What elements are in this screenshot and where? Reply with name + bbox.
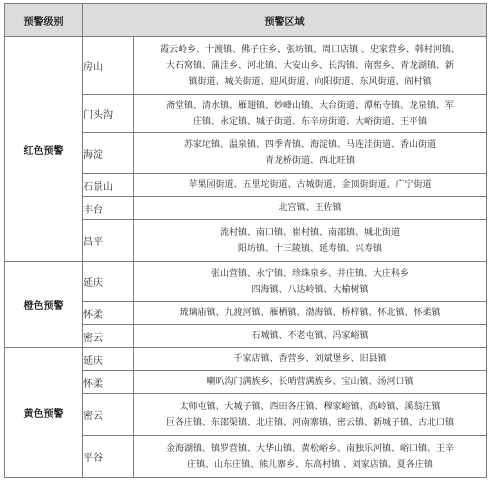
header-alert-level: 预警级别 <box>5 4 83 37</box>
area-list-cell <box>134 95 487 133</box>
area-list-line: 四海镇、八达岭镇、大榆树镇 <box>251 284 369 295</box>
area-list-line: 张山营镇、永宁镇、珍珠泉乡、井庄镇、大庄科乡 <box>210 268 409 279</box>
table-header-row <box>5 4 487 37</box>
table-row <box>5 37 487 95</box>
area-list-line: 霞云岭乡、十渡镇、佛子庄乡、张坊镇、周口店镇 、史家营乡、韩村河镇、 <box>160 44 460 55</box>
district-cell: 怀柔 <box>83 371 134 394</box>
area-list-line: 青龙桥街道、西北旺镇 <box>264 156 355 166</box>
table-row <box>5 262 487 302</box>
area-list-line: 阳坊镇、十三陵镇、延寿镇、兴寿镇 <box>237 243 382 254</box>
area-list-line: 镇街道、城关街道、迎风街道、向阳街道、东风街道、阎村镇 <box>188 76 432 87</box>
district-cell: 怀柔 <box>83 302 134 325</box>
area-list-line: 巨各庄镇、东邵渠镇、北庄镇、河南寨镇、密云镇、新城子镇、古北口镇 <box>165 417 454 428</box>
area-list-line: 北宫镇、王佐镇 <box>278 203 342 213</box>
area-list-line: 斋堂镇、清水镇、雁翅镇、妙峰山镇、大台街道、潭柘寺镇、龙泉镇、军 <box>165 100 454 111</box>
area-list-line: 流村镇、南口镇、崔村镇、南邵镇、城北街道 <box>219 227 400 238</box>
district-cell: 房山 <box>83 37 134 95</box>
district-cell: 密云 <box>83 325 134 348</box>
table-body <box>5 37 487 478</box>
area-list-cell <box>134 133 487 174</box>
area-list-cell <box>134 348 487 371</box>
district-cell: 延庆 <box>83 262 134 302</box>
district-cell: 门头沟 <box>83 95 134 133</box>
area-list-cell <box>134 37 487 95</box>
alert-area-table <box>4 3 487 478</box>
alert-level-cell: 橙色预警 <box>5 262 83 348</box>
area-list-cell <box>134 197 487 220</box>
district-cell: 昌平 <box>83 220 134 262</box>
district-cell: 平谷 <box>83 436 134 478</box>
district-cell: 丰台 <box>83 197 134 220</box>
area-list-cell <box>134 262 487 302</box>
district-cell: 密云 <box>83 394 134 436</box>
area-list-cell <box>134 302 487 325</box>
area-list-cell <box>134 371 487 394</box>
area-list-line: 苹果园街道、五里坨街道、古城街道、金顶街街道、广宁街道 <box>188 180 432 190</box>
alert-level-cell: 黄色预警 <box>5 348 83 478</box>
area-list-cell <box>134 220 487 262</box>
area-list-line: 苏家坨镇、温泉镇、四季青镇、海淀镇、马连洼街道、香山街道 <box>183 140 436 150</box>
area-list-line: 琉璃庙镇、九渡河镇、雁栖镇、渤海镇、桥梓镇、怀北镇、怀柔镇 <box>179 308 441 318</box>
area-list-line: 太师屯镇、大城子镇、西田各庄镇、穆家峪镇、高岭镇、溪翁庄镇 <box>179 401 441 412</box>
area-list-cell <box>134 436 487 478</box>
area-list-line: 喇叭沟门满族乡、长哨营满族乡、宝山镇、汤河口镇 <box>206 377 414 387</box>
alert-area-document <box>4 3 487 480</box>
district-cell: 石景山 <box>83 174 134 197</box>
header-alert-areas: 预警区域 <box>83 4 487 37</box>
area-list-line: 庄镇、山东庄镇、熊儿寨乡、东高村镇 、刘家店镇、夏各庄镇 <box>187 459 433 470</box>
area-list-line: 石城镇、不老屯镇、冯家峪镇 <box>251 331 369 341</box>
alert-level-cell: 红色预警 <box>5 37 83 262</box>
area-list-line: 金海湖镇、镇罗营镇、大华山镇、黄松峪乡、南独乐河镇、峪口镇、王辛 <box>165 443 454 454</box>
district-cell: 延庆 <box>83 348 134 371</box>
area-list-cell <box>134 394 487 436</box>
area-list-cell <box>134 325 487 348</box>
area-list-cell <box>134 174 487 197</box>
area-list-line: 千家店镇、香营乡、刘斌堡乡、旧县镇 <box>233 354 387 364</box>
table-row <box>5 348 487 371</box>
area-list-line: 大石窝镇、蒲洼乡、河北镇、大安山乡、长沟镇、南窖乡、青龙湖镇、新 <box>165 60 454 71</box>
area-list-line: 庄镇、永定镇、城子街道、东辛房街道、大峪街道、王平镇 <box>192 116 427 127</box>
district-cell: 海淀 <box>83 133 134 174</box>
